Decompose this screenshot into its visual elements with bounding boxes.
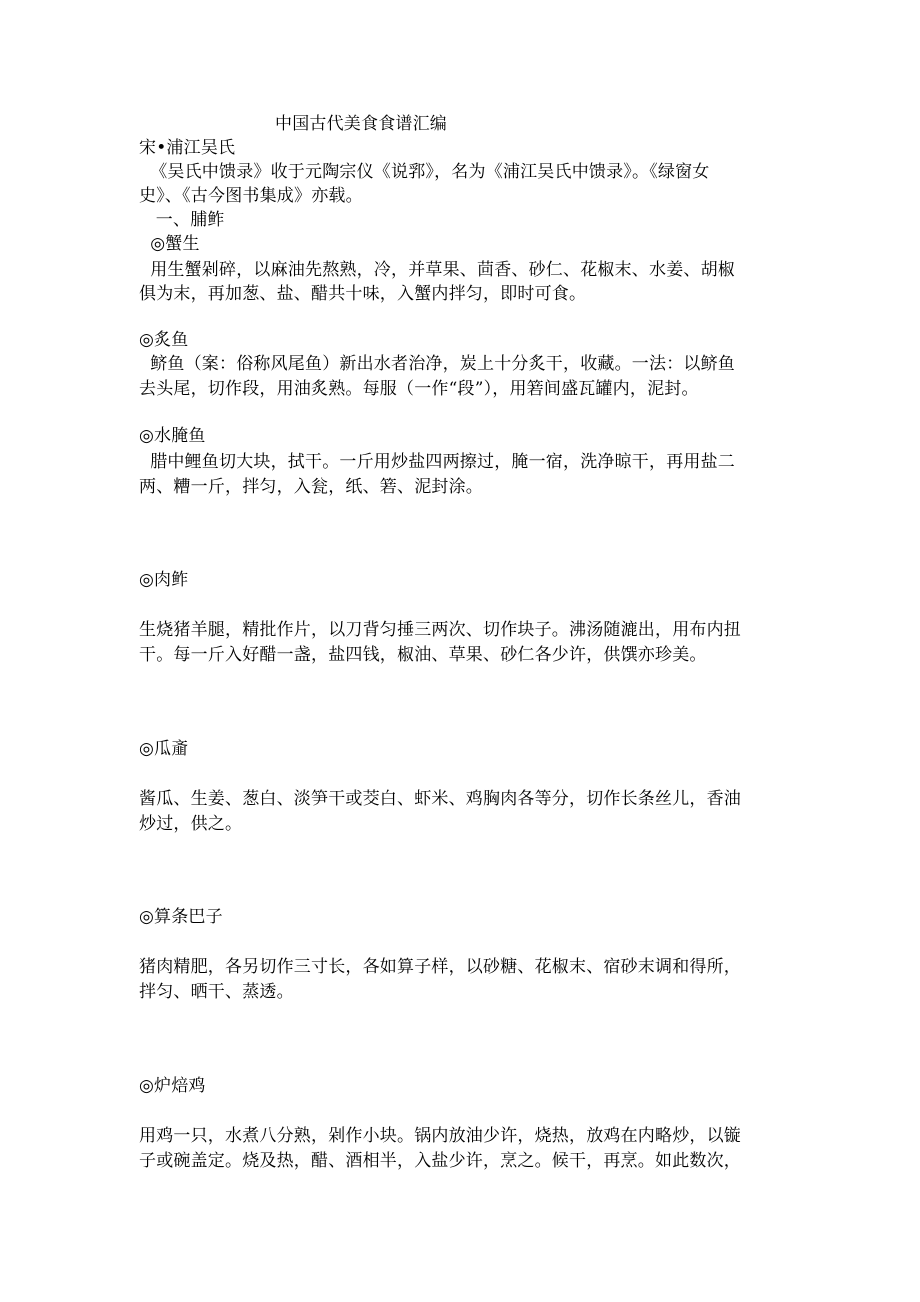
recipe-text-line: 用鸡一只，水煮八分熟，剁作小块。锅内放油少许，烧热，放鸡在内略炒，以镟 <box>139 1126 741 1146</box>
recipe-text-line: 鲚鱼（案：俗称风尾鱼）新出水者治净，炭上十分炙干，收藏。一法：以鲚鱼 <box>139 354 736 374</box>
recipe-heading: ◎瓜齑 <box>139 739 189 759</box>
recipe-text-line: 两、糟一斤，拌匀，入瓮，纸、箬、泥封涂。 <box>139 477 483 497</box>
recipe-heading: ◎炉焙鸡 <box>139 1076 206 1096</box>
recipe-heading: ◎算条巴子 <box>139 907 223 927</box>
recipe-text-line: 猪肉精肥，各另切作三寸长，各如算子样，以砂糖、花椒末、宿砂末调和得所， <box>139 957 741 977</box>
recipe-text-line: 炒过，供之。 <box>139 814 243 834</box>
recipe-text-line: 酱瓜、生姜、葱白、淡笋干或茭白、虾米、鸡胸肉各等分，切作长条丝儿，香油 <box>139 789 741 809</box>
recipe-heading: ◎水腌鱼 <box>139 426 206 446</box>
recipe-heading: ◎肉鲊 <box>139 570 189 590</box>
recipe-text-line: 去头尾，切作段，用油炙熟。每服（一作“段”），用箬间盛瓦罐内，泥封。 <box>139 379 699 399</box>
recipe-text-line: 俱为末，再加葱、盐、醋共十味，入蟹内拌匀，即时可食。 <box>139 284 587 304</box>
recipe-heading: ◎炙鱼 <box>139 330 189 350</box>
recipe-text-line: 子或碗盖定。烧及热，醋、酒相半，入盐少许，烹之。候干，再烹。如此数次， <box>139 1151 741 1171</box>
section-heading: 一、脯鲊 <box>139 210 225 230</box>
recipe-text-line: 生烧猪羊腿，精批作片，以刀背匀捶三两次、切作块子。沸汤随漉出，用布内扭 <box>139 620 741 640</box>
recipe-text-line: 用生蟹剁碎，以麻油先熬熟，冷，并草果、茴香、砂仁、花椒末、水姜、胡椒 <box>139 260 736 280</box>
intro-line: 史》、《古今图书集成》亦载。 <box>139 186 363 206</box>
recipe-text-line: 拌匀、晒干、蒸透。 <box>139 982 294 1002</box>
recipe-text-line: 腊中鲤鱼切大块，拭干。一斤用炒盐四两擦过，腌一宿，洗净晾干，再用盐二 <box>139 452 736 472</box>
recipe-text-line: 干。每一斤入好醋一盏，盐四钱，椒油、草果、砂仁各少许，供馔亦珍美。 <box>139 645 707 665</box>
intro-line: 《吴氏中馈录》收于元陶宗仪《说郛》，名为《浦江吴氏中馈录》。《绿窗女 <box>139 162 710 182</box>
recipe-heading: ◎蟹生 <box>139 234 200 254</box>
document-author: 宋•浦江吴氏 <box>139 138 236 158</box>
document-title: 中国古代美食食谱汇编 <box>275 114 447 134</box>
